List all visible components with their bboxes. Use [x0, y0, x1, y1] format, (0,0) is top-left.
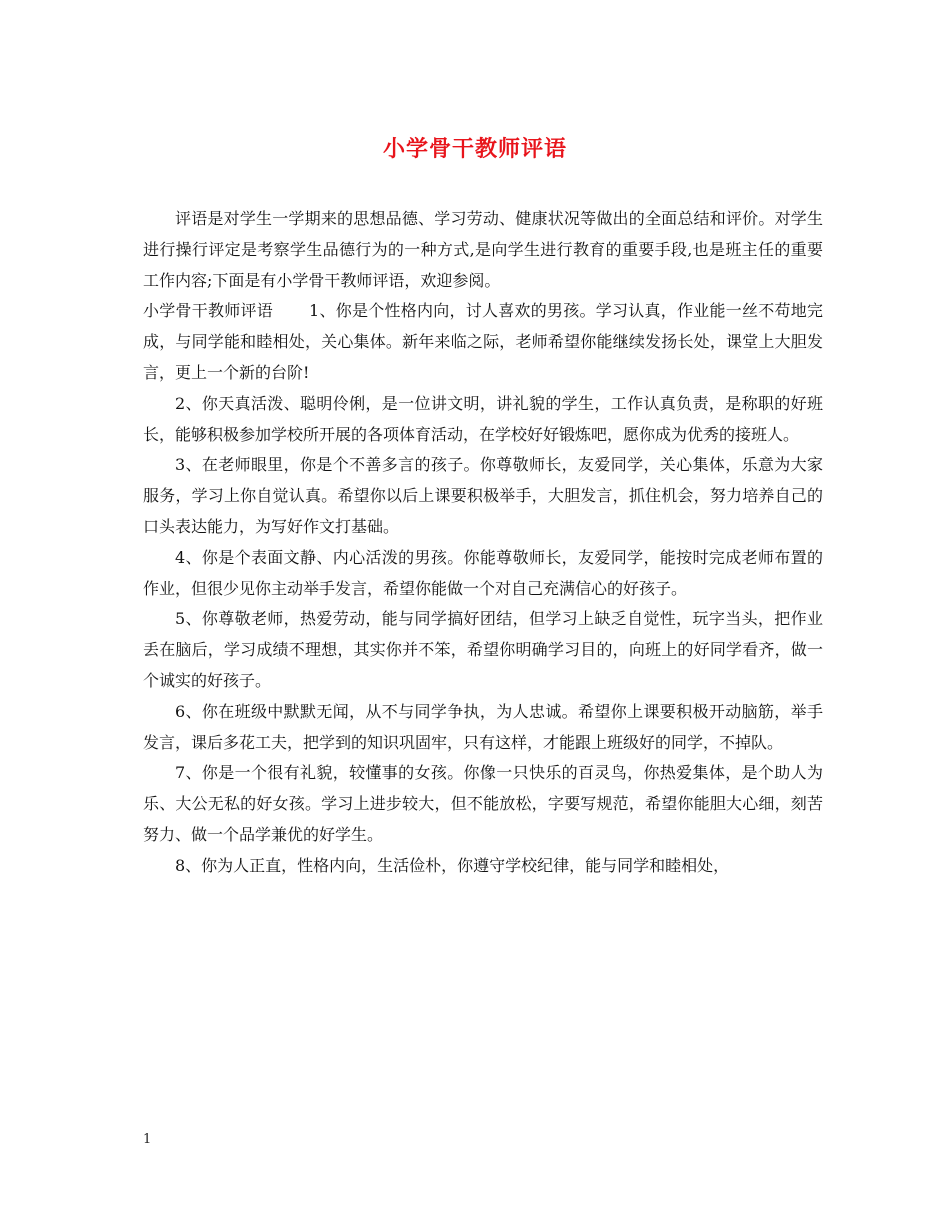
comment-paragraph-5: 5、你尊敬老师，热爱劳动，能与同学搞好团结，但学习上缺乏自觉性，玩字当头，把作业丢在脑后，学习成绩不理想，其实你并不笨，希望你明确学习目的，向班上的好同学看齐，做一个诚实的好孩子。 — [143, 609, 823, 690]
comment-paragraph-3: 3、在老师眼里，你是个不善多言的孩子。你尊敬师长，友爱同学，关心集体，乐意为大家服务，学习上你自觉认真。希望你以后上课要积极举手，大胆发言，抓住机会，努力培养自己的口头表达能力，为写好作文打基础。 — [143, 455, 823, 536]
comment-paragraph-4: 4、你是个表面文静、内心活泼的男孩。你能尊敬师长，友爱同学，能按时完成老师布置的作业，但很少见你主动举手发言，希望你能做一个对自己充满信心的好孩子。 — [143, 547, 823, 598]
document-body — [143, 204, 823, 882]
comment-paragraph-2: 2、你天真活泼、聪明伶俐，是一位讲文明，讲礼貌的学生，工作认真负责，是称职的好班长，能够积极参加学校所开展的各项体育活动，在学校好好锻炼吧，愿你成为优秀的接班人。 — [143, 393, 823, 444]
comment-text-1: 1、你是个性格内向，讨人喜欢的男孩。学习认真，作业能一丝不苟地完成，与同学能和睦相处，关心集体。新年来临之际，老师希望你能继续发扬长处，课堂上大胆发言，更上一个新的台阶! — [143, 301, 823, 382]
comment-paragraph-1 — [143, 296, 823, 388]
comment-paragraph-8: 8、你为人正直，性格内向，生活俭朴，你遵守学校纪律，能与同学和睦相处， — [175, 855, 730, 875]
intro-paragraph: 评语是对学生一学期来的思想品德、学习劳动、健康状况等做出的全面总结和评价。对学生进行操行评定是考察学生品德行为的一种方式,是向学生进行教育的重要手段,也是班主任的重要工作内容;下面是有小学骨干教师评语，欢迎参阅。 — [143, 209, 823, 290]
document-title: 小学骨干教师评语 — [382, 136, 567, 162]
comment-paragraph-7: 7、你是一个很有礼貌，较懂事的女孩。你像一只快乐的百灵鸟，你热爱集体，是个助人为乐、大公无私的好女孩。学习上进步较大，但不能放松，字要写规范，希望你能胆大心细，刻苦努力、做一个品学兼优的好学生。 — [143, 763, 823, 844]
section-label: 小学骨干教师评语 — [143, 301, 274, 321]
comment-paragraph-6: 6、你在班级中默默无闻，从不与同学争执，为人忠诚。希望你上课要积极开动脑筋，举手发言，课后多花工夫，把学到的知识巩固牢，只有这样，才能跟上班级好的同学，不掉队。 — [143, 701, 823, 752]
page-number: 1 — [143, 1132, 152, 1147]
